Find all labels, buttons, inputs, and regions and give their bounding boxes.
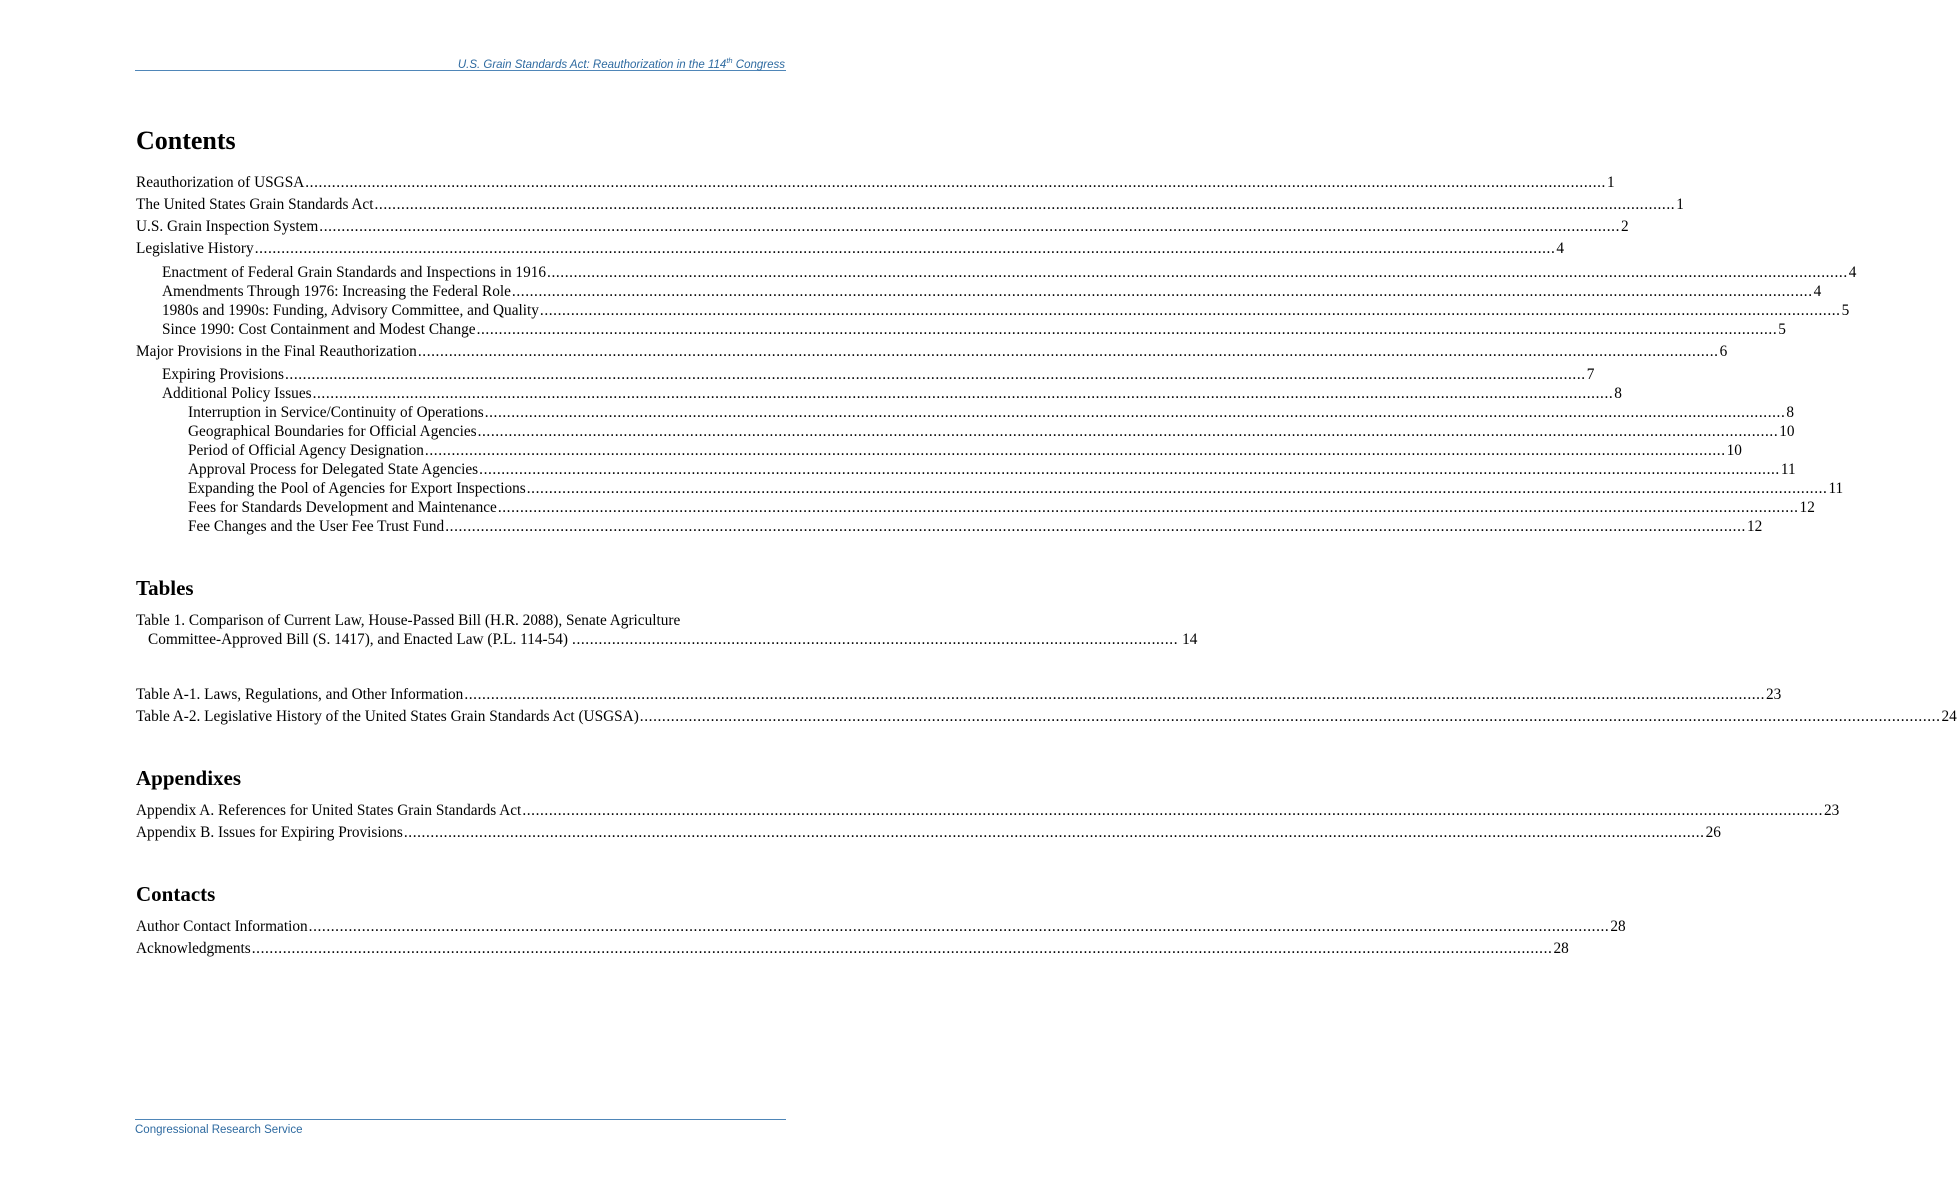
running-footer — [135, 1119, 786, 1136]
toc-entry[interactable]: Since 1990: Cost Containment and Modest Change ..... 5 — [136, 321, 784, 339]
toc-major-provisions — [136, 343, 1728, 361]
toc-entry[interactable]: Appendix A. References for United States Grain Standards Act ..... 23 — [136, 802, 784, 820]
toc-appendixes — [136, 802, 1840, 842]
toc-contents-top — [136, 174, 1684, 258]
toc-entry[interactable]: Fees for Standards Development and Maintenance ..... 12 — [136, 499, 784, 517]
toc-entry[interactable]: Period of Official Agency Designation ..... 10 — [136, 442, 784, 460]
contents-heading: Contents — [136, 126, 236, 155]
tables-heading: Tables — [136, 576, 194, 600]
toc-entry[interactable]: Author Contact Information ..... 28 — [136, 918, 784, 936]
toc-legislative-history-subsections — [136, 264, 1857, 339]
toc-entry-line: Committee-Approved Bill (S. 1417), and Enacted Law (P.L. 114-54) ......................................................................................................................................... 14 — [148, 631, 1198, 648]
toc-entry-line: Table 1. Comparison of Current Law, House-Passed Bill (H.R. 2088), Senate Agriculture — [136, 612, 681, 629]
toc-tables-appendix — [136, 686, 1957, 726]
toc-entry[interactable]: Expanding the Pool of Agencies for Export Inspections ..... 11 — [136, 480, 784, 498]
toc-entry[interactable]: Table A-1. Laws, Regulations, and Other Information ..... 23 — [136, 686, 784, 704]
toc-entry[interactable]: Geographical Boundaries for Official Agencies ..... 10 — [136, 423, 784, 441]
toc-entry[interactable]: Fee Changes and the User Fee Trust Fund ..... 12 — [136, 518, 784, 536]
toc-entry[interactable]: Appendix B. Issues for Expiring Provisions ..... 26 — [136, 824, 784, 842]
toc-contacts — [136, 918, 1626, 958]
toc-entry[interactable]: Major Provisions in the Final Reauthorization ..... 6 — [136, 343, 784, 361]
toc-entry[interactable]: Interruption in Service/Continuity of Operations ..... 8 — [136, 404, 784, 422]
toc-entry[interactable]: U.S. Grain Inspection System ..... 2 — [136, 218, 784, 236]
toc-entry[interactable]: 1980s and 1990s: Funding, Advisory Committee, and Quality ..... 5 — [136, 302, 784, 320]
toc-entry[interactable]: The United States Grain Standards Act ..... 1 — [136, 196, 784, 214]
appendixes-heading: Appendixes — [136, 766, 242, 790]
footer-text: Congressional Research Service — [135, 1124, 303, 1136]
toc-entry[interactable]: Acknowledgments ..... 28 — [136, 940, 784, 958]
toc-entry[interactable]: Reauthorization of USGSA ..... 1 — [136, 174, 784, 192]
toc-entry[interactable]: Table A-2. Legislative History of the United States Grain Standards Act (USGSA) ..... 24 — [136, 708, 784, 726]
toc-major-provisions-subsections — [136, 366, 1844, 536]
toc-entry[interactable]: Legislative History ..... 4 — [136, 240, 784, 258]
header-title: U.S. Grain Standards Act: Reauthorization in the 114th Congress — [457, 56, 785, 71]
toc-entry[interactable]: Approval Process for Delegated State Agencies ..... 11 — [136, 461, 784, 479]
running-header — [135, 54, 786, 71]
toc-entry[interactable]: Additional Policy Issues ..... 8 — [136, 385, 784, 403]
toc-entry[interactable]: Amendments Through 1976: Increasing the Federal Role ..... 4 — [136, 283, 784, 301]
contacts-heading: Contacts — [136, 882, 216, 906]
toc-entry[interactable]: Expiring Provisions ..... 7 — [136, 366, 784, 384]
toc-entry[interactable]: Enactment of Federal Grain Standards and Inspections in 1916 ..... 4 — [136, 264, 784, 282]
toc-table-1[interactable] — [136, 611, 1198, 649]
